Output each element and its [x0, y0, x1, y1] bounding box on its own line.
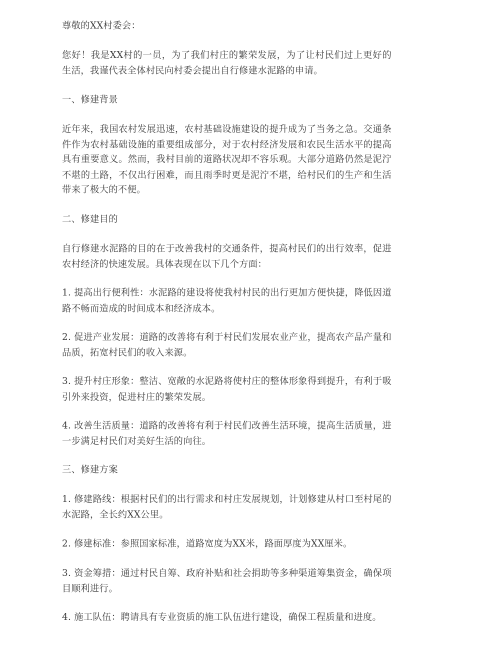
plan-item-1: 1. 修建路线：根据村民们的出行需求和村庄发展规划，计划修建从村口至村尾的水泥路，全长约XX公里。	[62, 494, 392, 520]
section-heading-plan: 三、修建方案	[62, 464, 118, 476]
purpose-item-2: 2. 促进产业发展：道路的改善将有利于村民们发展农业产业，提高农产品产量和品质，拓宽村民们的收入来源。	[62, 332, 392, 358]
plan-item-2: 2. 修建标准：参照国家标准，道路宽度为XX米，路面厚度为XX厘米。	[62, 538, 353, 549]
plan-item-4: 4. 施工队伍：聘请具有专业资质的施工队伍进行建设，确保工程质量和进度。	[62, 612, 382, 623]
plan-item-3: 3. 资金筹措：通过村民自筹、政府补贴和社会捐助等多种渠道筹集资金，确保项目顺利进行。	[62, 568, 392, 594]
salutation: 尊敬的XX村委会：	[62, 20, 141, 32]
section-heading-background: 一、修建背景	[62, 94, 118, 105]
purpose-item-4: 4. 改善生活质量：道路的改善将有利于村民们改善生活环境，提高生活质量，进一步满足村民们对美好生活的向往。	[62, 420, 392, 447]
purpose-paragraph: 自行修建水泥路的目的在于改善我村的交通条件，提高村民们的出行效率，促进农村经济的快速发展。具体表现在以下几个方面：	[62, 243, 392, 270]
intro-paragraph: 您好！我是XX村的一员，为了我们村庄的繁荣发展，为了让村民们过上更好的生活，我谨代表全体村民向村委会提出自行修建水泥路的申请。	[62, 50, 392, 76]
purpose-item-1: 1. 提高出行便利性：水泥路的建设将使我村村民的出行更加方便快捷，降低因道路不畅而造成的时间成本和经济成本。	[62, 287, 392, 314]
background-paragraph: 近年来，我国农村发展迅速，农村基础设施建设的提升成为了当务之急。交通条件作为农村基础设施的重要组成部分，对于农村经济发展和农民生活水平的提高具有重要意义。然而，我村目前的道路状况却不容乐观。大部分道路仍然是泥泞不堪的土路，不仅出行困难，而且雨季时更是泥泞不堪，给村民们的生产和生活带来了极大的不便。	[62, 124, 392, 196]
purpose-item-3: 3. 提升村庄形象：整洁、宽敞的水泥路将使村庄的整体形象得到提升，有利于吸引外来投资，促进村庄的繁荣发展。	[62, 376, 392, 402]
section-heading-purpose: 二、修建目的	[62, 214, 118, 225]
